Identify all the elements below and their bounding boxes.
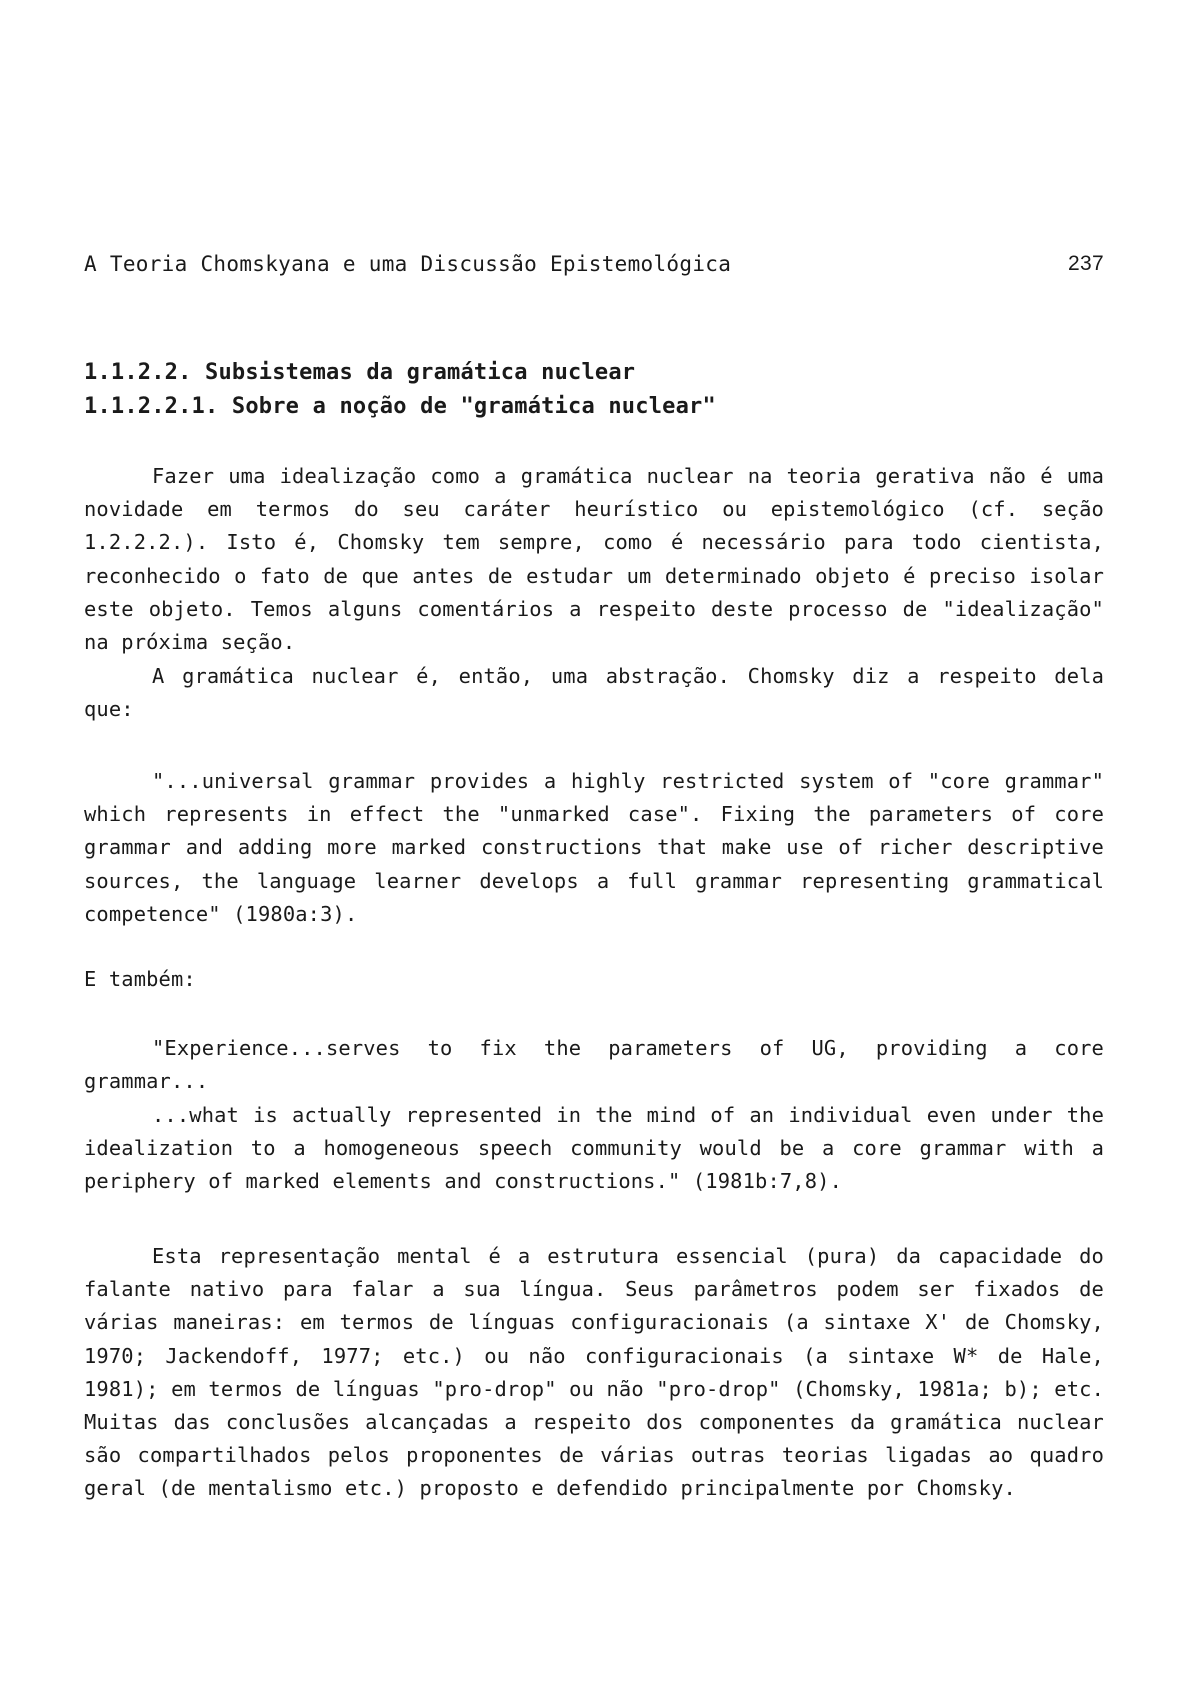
block-quote-1: "...universal grammar provides a highly restricted system of "core grammar" which represents in effect the "unmarked case". Fixing the parameters of core grammar and adding more marked constructions that make use of richer descriptive sources, the language learner develops a full grammar representing grammatical competence" (1980a:3). — [84, 769, 1104, 926]
section-heading: 1.1.2.2. Subsistemas da gramática nuclear — [84, 360, 636, 385]
page-number: 237 — [1068, 252, 1104, 275]
e-tambem-text: E também: — [84, 967, 196, 991]
running-header — [84, 252, 1104, 276]
block-quote-2-part-1: "Experience...serves to fix the parameters of UG, providing a core grammar... — [84, 1036, 1104, 1094]
body-paragraph-1: Fazer uma idealização como a gramática nuclear na teoria gerativa não é uma novidade em termos do seu caráter heurístico ou epistemológico (cf. seção 1.2.2.2.). Isto é, Chomsky tem sempre, como é necessário para todo cientista, reconhecido o fato de que antes de estudar um determinado objeto é preciso isolar este objeto. Temos alguns comentários a respeito deste processo de "idealização" na próxima seção. — [84, 464, 1104, 655]
running-title: A Teoria Chomskyana e uma Discussão Epistemológica — [84, 252, 732, 276]
body-paragraph-2: A gramática nuclear é, então, uma abstração. Chomsky diz a respeito dela que: — [84, 664, 1104, 722]
block-quote-2-part-2: ...what is actually represented in the mind of an individual even under the idealization to a homogeneous speech community would be a core grammar with a periphery of marked elements and constructions." (1981b:7,8). — [84, 1103, 1104, 1194]
body-paragraph-3: Esta representação mental é a estrutura essencial (pura) da capacidade do falante nativo para falar a sua língua. Seus parâmetros podem ser fixados de várias maneiras: em termos de línguas configuracionais (a sintaxe X' de Chomsky, 1970; Jackendoff, 1977; etc.) ou não configuracionais (a sintaxe W* de Hale, 1981); em termos de línguas "pro-drop" ou não "pro-drop" (Chomsky, 1981a; b); etc. Muitas das conclusões alcançadas a respeito dos componentes da gramática nuclear são compartilhados pelos proponentes de várias outras teorias ligadas ao quadro geral (de mentalismo etc.) proposto e defendido principalmente por Chomsky. — [84, 1244, 1104, 1501]
subsection-heading: 1.1.2.2.1. Sobre a noção de "gramática nuclear" — [84, 394, 716, 419]
